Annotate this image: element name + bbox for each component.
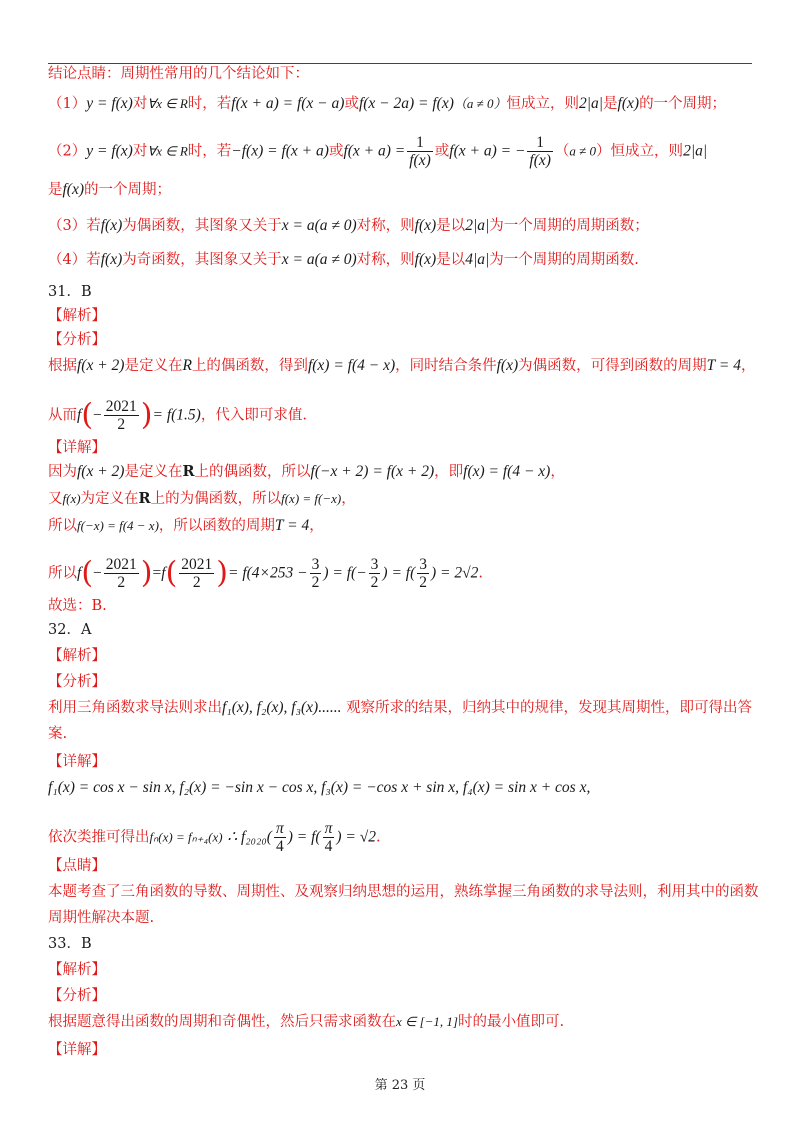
q31-jiexi-heading: 【解析】: [48, 308, 106, 324]
q33-xiangjie-heading: 【详解】: [48, 1042, 106, 1058]
q32-comment-line-1: 本题考查了三角函数的导数、周期性、及观察归纳思想的运用，熟练掌握三角函数的求导法则，利用其中的函数: [48, 884, 759, 900]
fraction-2021-over-2: $\frac{2021}{2}$: [105, 556, 137, 591]
fraction-1-over-fx: $\frac{1}{f(x)}$: [409, 134, 431, 169]
fraction-pi-over-4: $\frac{\pi}{4}$: [275, 820, 284, 855]
q32-analysis-line-2: 案.: [48, 726, 68, 742]
fraction-neg-1-over-fx: $\frac{1}{f(x)}$: [529, 134, 551, 169]
q31-detail-line-2: 又f(x)为定义在R上的为偶函数，所以f(x) = f(−x)，: [48, 490, 356, 507]
fraction-3-over-2: $\frac{3}{2}$: [311, 556, 320, 591]
q32-dianjing-heading: 【点睛】: [48, 858, 106, 874]
q33-answer: 33．B: [48, 936, 92, 952]
q31-analysis-line-1: 根据f(x + 2)是定义在R上的偶函数，得到f(x) = f(4 − x)，同时结合条件f(x)为偶函数，可得到函数的周期T = 4，: [48, 357, 756, 374]
q31-xiangjie-heading: 【详解】: [48, 440, 106, 456]
q33-analysis-line-1: 根据题意得出函数的周期和奇偶性，然后只需求函数在x ∈ [−1, 1]时的最小值即可.: [48, 1014, 565, 1030]
q31-choice: 故选：B.: [48, 598, 107, 614]
q31-answer: 31．B: [48, 284, 92, 300]
summary-conclusion-2-cont: 是f(x)的一个周期；: [48, 181, 172, 198]
q33-jiexi-heading: 【解析】: [48, 962, 106, 978]
q32-detail-line-1: f₁(x) = cos x − sin x, f₂(x) = −sin x − cos x, f₃(x) = −cos x + sin x, f₄(x) = sin x + cos x,: [48, 779, 591, 796]
q32-comment-line-2: 周期性解决本题.: [48, 910, 155, 926]
q31-detail-line-3: 所以f(−x) = f(4 − x)，所以函数的周期T = 4，: [48, 517, 324, 534]
fraction-3-over-2: $\frac{3}{2}$: [370, 556, 379, 591]
fraction-2021-over-2: $\frac{2021}{2}$: [105, 398, 137, 433]
summary-conclusion-3: （3）若f(x)为偶函数，其图象又关于x = a(a ≠ 0)对称，则f(x)是以2|a|为一个周期的周期函数；: [48, 217, 649, 234]
q31-analysis-line-2: 从而f(− $\frac{2021}{2}$ )= f(1.5)，代入即可求值.: [48, 397, 307, 433]
summary-conclusion-2: （2）y = f(x)对∀x ∈ R时，若−f(x) = f(x + a)或f(x + a) = $\frac{1}{f(x)}$ 或f(x + a) = − $\frac{1}{f(x)}$ （a ≠ 0）恒成立，则2|a|: [48, 134, 708, 169]
q33-fenxi-heading: 【分析】: [48, 988, 106, 1004]
fraction-pi-over-4: $\frac{\pi}{4}$: [324, 820, 333, 855]
summary-conclusion-1: （1）y = f(x)对∀x ∈ R时，若f(x + a) = f(x − a)或f(x − 2a) = f(x)（a ≠ 0）恒成立，则2|a|是f(x)的一个周期；: [48, 95, 727, 112]
page-number: 第 23 页: [374, 1078, 426, 1093]
q32-xiangjie-heading: 【详解】: [48, 754, 106, 770]
q32-detail-line-2: 依次类推可得出fₙ(x) = fₙ₊₄(x) ∴ f₂₀₂₀( $\frac{\pi}{4}$ ) = f( $\frac{\pi}{4}$ ) = √2.: [48, 820, 381, 855]
fraction-3-over-2: $\frac{3}{2}$: [419, 556, 428, 591]
fraction-2021-over-2: $\frac{2021}{2}$: [181, 556, 213, 591]
q31-detail-line-1: 因为f(x + 2)是定义在R上的偶函数，所以f(−x + 2) = f(x + 2)，即f(x) = f(4 − x)，: [48, 463, 565, 480]
q32-fenxi-heading: 【分析】: [48, 674, 106, 690]
q32-answer: 32．A: [48, 622, 92, 638]
summary-conclusion-4: （4）若f(x)为奇函数，其图象又关于x = a(a ≠ 0)对称，则f(x)是以4|a|为一个周期的周期函数.: [48, 251, 639, 268]
q32-analysis-line-1: 利用三角函数求导法则求出f₁(x), f₂(x), f₃(x)...... 观察所求的结果，归纳其中的规律，发现其周期性，即可得出答: [48, 699, 753, 716]
q31-detail-line-4: 所以f(− $\frac{2021}{2}$ )=f( $\frac{2021}{2}$ )= f(4×253 − $\frac{3}{2}$ ) = f(− $\frac{3}{2}$ ) = f( $\frac{3}{2}$ ) = 2√2.: [48, 555, 484, 591]
summary-title: 结论点睛：周期性常用的几个结论如下：: [48, 66, 309, 82]
q31-fenxi-heading: 【分析】: [48, 332, 106, 348]
q32-jiexi-heading: 【解析】: [48, 648, 106, 664]
